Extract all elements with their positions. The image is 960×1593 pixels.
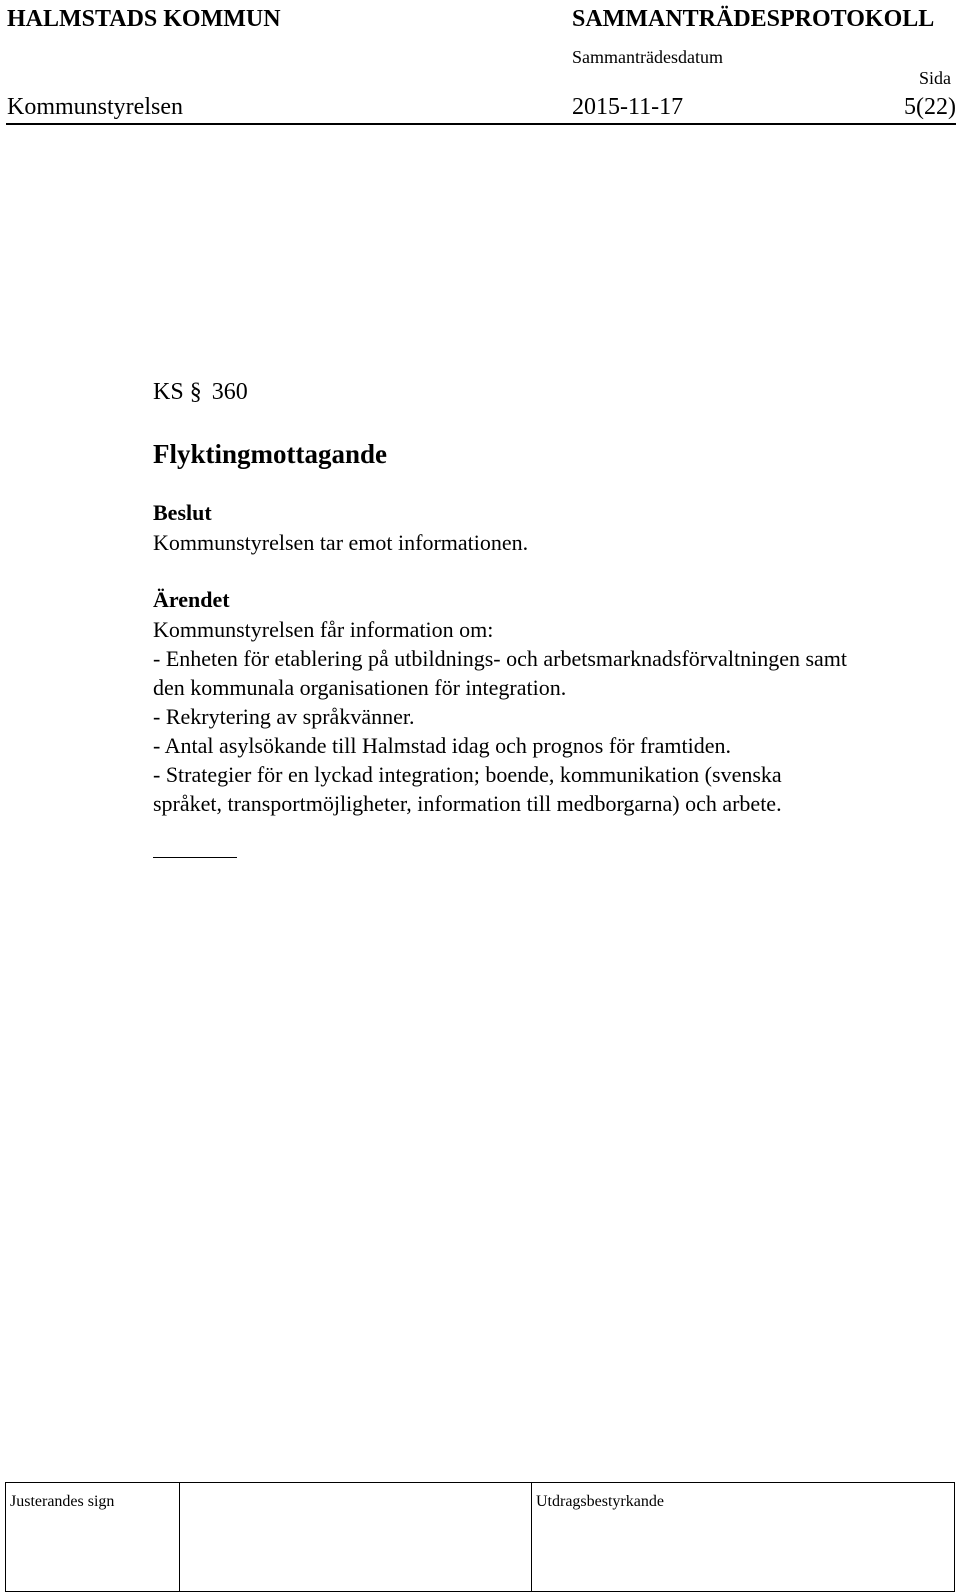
- matter-line: språket, transportmöjligheter, information till medborgarna) och arbete.: [153, 791, 782, 816]
- matter-line: - Enheten för etablering på utbildnings- och arbetsmarknadsförvaltningen samt: [153, 646, 848, 671]
- case-number: 360: [211, 379, 248, 405]
- organization-name: HALMSTADS KOMMUN: [7, 6, 281, 32]
- decision-heading: Beslut: [153, 500, 212, 525]
- matter-line: - Rekrytering av språkvänner.: [153, 704, 415, 729]
- document-type: SAMMANTRÄDESPROTOKOLL: [572, 6, 935, 32]
- meeting-date: 2015-11-17: [572, 94, 684, 120]
- signature-footer: [5, 1482, 955, 1592]
- meeting-date-label: Sammanträdesdatum: [572, 47, 723, 67]
- case-reference: [153, 380, 953, 404]
- end-of-section-rule: [153, 857, 237, 858]
- header-divider: [6, 123, 956, 125]
- matter-line: - Strategier för en lyckad integration; boende, kommunikation (svenska: [153, 762, 782, 787]
- case-title: Flyktingmottagande: [153, 439, 388, 469]
- matter-line: den kommunala organisationen för integration.: [153, 675, 567, 700]
- page-number: 5(22): [904, 94, 956, 120]
- extract-certification-label: Utdragsbestyrkande: [536, 1493, 664, 1510]
- justification-cell: [6, 1483, 180, 1591]
- page-label: Sida: [918, 68, 951, 88]
- justification-label: Justerandes sign: [10, 1493, 115, 1510]
- matter-heading: Ärendet: [153, 587, 230, 612]
- extract-certification-cell: [532, 1483, 954, 1591]
- decision-text: Kommunstyrelsen tar emot informationen.: [153, 530, 529, 555]
- case-prefix: KS: [153, 379, 184, 405]
- section-symbol: §: [189, 379, 202, 405]
- committee-name: Kommunstyrelsen: [7, 94, 183, 120]
- matter-line: - Antal asylsökande till Halmstad idag och prognos för framtiden.: [153, 733, 731, 758]
- matter-line: Kommunstyrelsen får information om:: [153, 617, 494, 642]
- blank-signature-cell: [180, 1483, 532, 1591]
